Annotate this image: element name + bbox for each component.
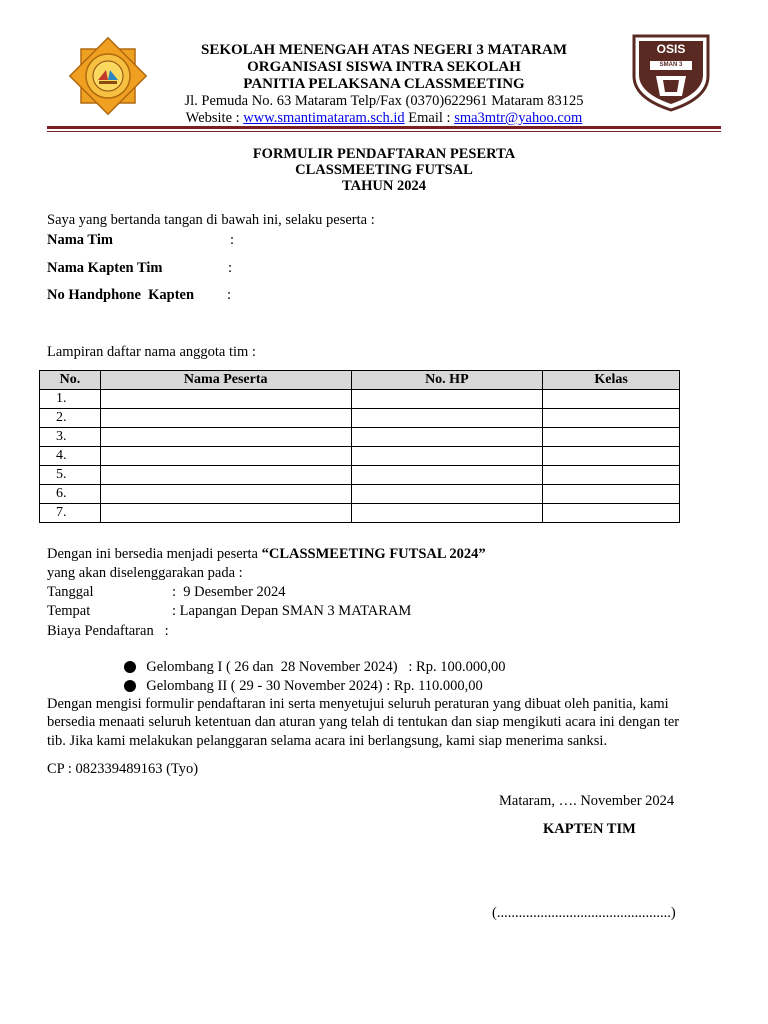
phone-cell[interactable]	[351, 504, 543, 523]
header-committee: PANITIA PELAKSANA CLASSMEETING	[243, 76, 525, 92]
header-organization: ORGANISASI SISWA INTRA SEKOLAH	[247, 59, 521, 75]
table-row	[40, 409, 680, 428]
members-table	[39, 370, 680, 523]
wave-text: Gelombang I ( 26 dan 28 November 2024) : Rp. 100.000,00	[146, 659, 506, 675]
name-cell[interactable]	[100, 485, 351, 504]
class-cell[interactable]	[543, 409, 680, 428]
statement-line1	[47, 546, 486, 563]
osis-logo-subtext: SMAN 3 MATARAM	[655, 62, 687, 77]
table-row	[40, 504, 680, 523]
phone-cell[interactable]	[351, 485, 543, 504]
osis-logo	[630, 32, 712, 112]
class-cell[interactable]	[543, 504, 680, 523]
header-contact	[150, 110, 618, 127]
fee-label: Biaya Pendaftaran :	[47, 623, 169, 639]
agreement-line3: tib. Jika kami melakukan pelanggaran selama acara ini berlangsung, kami siap menerima sanksi.	[47, 733, 608, 749]
bullet-icon	[124, 680, 136, 692]
header-class: Kelas	[543, 371, 680, 390]
name-cell[interactable]	[100, 428, 351, 447]
field-sep-team-name: :	[230, 232, 235, 248]
header-rule-thin	[47, 131, 721, 132]
wave-item	[117, 661, 483, 695]
phone-cell[interactable]	[351, 390, 543, 409]
name-cell[interactable]	[100, 466, 351, 485]
row-number: 6.	[40, 485, 101, 504]
form-title-line3: TAHUN 2024	[342, 178, 426, 194]
table-row	[40, 447, 680, 466]
header-phone: No. HP	[351, 371, 543, 390]
phone-cell[interactable]	[351, 466, 543, 485]
row-number: 7.	[40, 504, 101, 523]
header-name: Nama Peserta	[100, 371, 351, 390]
name-cell[interactable]	[100, 409, 351, 428]
phone-cell[interactable]	[351, 428, 543, 447]
table-row	[40, 485, 680, 504]
header-rule	[47, 126, 721, 129]
statement-prefix: Dengan ini bersedia menjadi peserta	[47, 546, 262, 562]
place-value: : Lapangan Depan SMAN 3 MATARAM	[172, 603, 412, 619]
row-number: 4.	[40, 447, 101, 466]
class-cell[interactable]	[543, 485, 680, 504]
website-link[interactable]: www.smantimataram.sch.id	[243, 110, 405, 126]
field-label-team-name: Nama Tim	[47, 232, 113, 248]
signature-place-date: Mataram, …. November 2024	[499, 793, 675, 809]
class-cell[interactable]	[543, 390, 680, 409]
date-value: : 9 Desember 2024	[172, 584, 286, 600]
class-cell[interactable]	[543, 447, 680, 466]
class-cell[interactable]	[543, 428, 680, 447]
contact-person: CP : 082339489163 (Tyo)	[47, 761, 199, 777]
statement-line2: yang akan diselenggarakan pada :	[47, 565, 243, 581]
table-row	[40, 428, 680, 447]
table-row	[40, 466, 680, 485]
field-sep-captain-name: :	[228, 260, 233, 276]
osis-logo-text: OSIS	[656, 42, 686, 56]
agreement-line1: Dengan mengisi formulir pendaftaran ini serta menyetujui seluruh peraturan yang dibuat oleh panitia, kami	[47, 696, 669, 712]
signature-blank: (................................................)	[492, 905, 676, 921]
field-sep-captain-phone: :	[227, 287, 232, 303]
row-number: 1.	[40, 390, 101, 409]
header-school-name: SEKOLAH MENENGAH ATAS NEGERI 3 MATARAM	[201, 42, 567, 58]
form-title-line2: CLASSMEETING FUTSAL	[295, 162, 473, 178]
agreement-line2: bersedia menaati seluruh ketentuan dan aturan yang telah di tentukan dan siap mengikuti acara ini dengan ter	[47, 714, 680, 730]
school-logo	[68, 36, 148, 116]
email-label: Email :	[404, 110, 455, 126]
email-link[interactable]: sma3mtr@yahoo.com	[454, 110, 583, 126]
website-label: Website :	[185, 110, 244, 126]
intro-text: Saya yang bertanda tangan di bawah ini, selaku peserta :	[47, 212, 375, 228]
form-title-line1: FORMULIR PENDAFTARAN PESERTA	[252, 146, 516, 162]
name-cell[interactable]	[100, 390, 351, 409]
signature-role: KAPTEN TIM	[543, 821, 636, 837]
row-number: 5.	[40, 466, 101, 485]
phone-cell[interactable]	[351, 447, 543, 466]
event-name: “CLASSMEETING FUTSAL 2024”	[261, 546, 486, 562]
phone-cell[interactable]	[351, 409, 543, 428]
header-no: No.	[40, 371, 101, 390]
row-number: 3.	[40, 428, 101, 447]
wave-text: Gelombang II ( 29 - 30 November 2024) : Rp. 110.000,00	[146, 678, 483, 694]
date-label: Tanggal	[47, 584, 94, 600]
row-number: 2.	[40, 409, 101, 428]
table-row	[40, 390, 680, 409]
header-address: Jl. Pemuda No. 63 Mataram Telp/Fax (0370)622961 Mataram 83125	[184, 93, 584, 109]
name-cell[interactable]	[100, 447, 351, 466]
name-cell[interactable]	[100, 504, 351, 523]
class-cell[interactable]	[543, 466, 680, 485]
table-header-row	[40, 371, 680, 390]
attachment-label: Lampiran daftar nama anggota tim :	[47, 344, 256, 360]
place-label: Tempat	[47, 603, 91, 619]
field-label-captain-name: Nama Kapten Tim	[47, 260, 163, 276]
field-label-captain-phone: No Handphone Kapten	[47, 287, 195, 303]
